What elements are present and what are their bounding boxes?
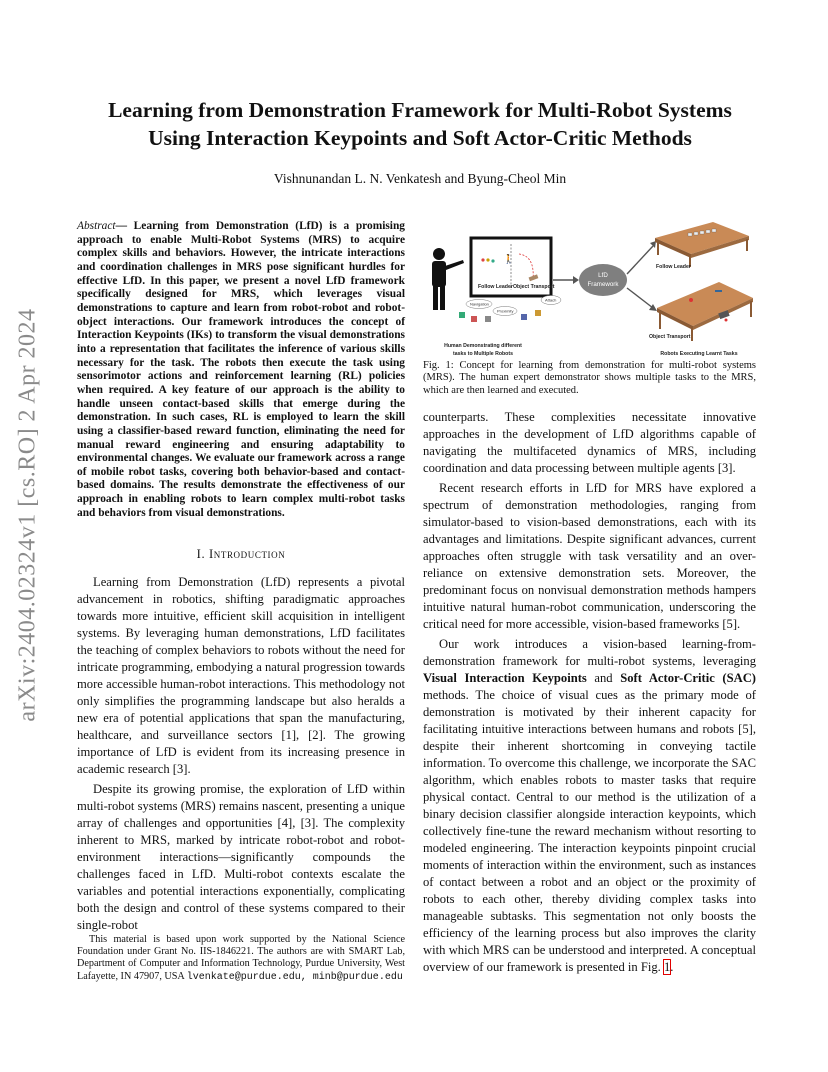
footnote-text: This material is based upon work supported by the National Science Foundation under Grant No. IIS-1846221. The authors are with SMART Lab, Department of Computer and Information Technology, Purdue University, West Lafayette, IN 47907, USA <box>77 934 405 982</box>
intro-paragraph-1: Learning from Demonstration (LfD) represents a pivotal advancement in robotics, shifting paradigmatic approaches towards more intuitive, efficient skill acquisition in intelligent systems. By leveraging human demonstrations, LfD facilitates the teaching of complex behaviors to robots without the need for intricate programming, embodying a natural progression towards more accessible human-robot interactions. This methodology not only simplifies the programming landscape but also heralds a new era of potential applications that span the manufacturing, healthcare, and surveillance sectors [1], [2]. The growing importance of LfD is evident from its increasing presence in academic research [3]. <box>77 575 405 776</box>
lfd-framework-node <box>579 264 627 296</box>
intro-right-paragraph-0: counterparts. These complexities necessitate innovative approaches in the development of LfD algorithms capable of navigating the multifaceted dynamics of MRS, including coordination and data processing between multiple agents [3]. <box>423 410 756 475</box>
p2-text-end: . <box>670 960 674 974</box>
p2-text-c: and <box>586 671 621 685</box>
intro-right-paragraph-1: Recent research efforts in LfD for MRS have explored a spectrum of demonstration methodologies, ranging from simulator-based to vision-based demonstrations, each with its advantages and limitations. Despite significant advances, current approaches often struggle with task versatility and an over-reliance on extensive demonstration sets. Moreover, the predominant focus on nonvisual demonstration methods hampers intuitive natural human-robot communication, underscoring the critical need for more accessible, vision-based frameworks [5]. <box>423 481 756 631</box>
walking-person-icon: 🚶 <box>503 254 515 264</box>
fig-label-follow-leader: Follow Leader <box>478 284 513 290</box>
task-bubbles <box>466 296 561 316</box>
right-column-body <box>423 409 756 976</box>
title-line-1: Learning from Demonstration Framework for Multi-Robot Systems <box>108 98 732 122</box>
fig-label-object-transport-right: Object Transport <box>649 334 691 340</box>
p2-text-a: Our work introduces a vision-based learning-from-demonstration framework for multi-robot systems, leveraging <box>423 637 756 668</box>
fig-label-follow-leader-right: Follow Leader <box>656 264 691 270</box>
figure-1-illustration <box>423 216 756 361</box>
title-line-2: Using Interaction Keypoints and Soft Actor-Critic Methods <box>148 126 692 150</box>
abstract-text: — Learning from Demonstration (LfD) is a promising approach to enable Multi-Robot Systems (MRS) to acquire complex skills and behaviors. However, the intricate interactions and coordination challenges in MRS pose significant hurdles for effective LfD. In this paper, we present a novel LfD framework specifically designed for MRS, which leverages visual demonstrations to capture and learn from robot-robot and robot-object interactions. Our framework introduces the concept of Interaction Keypoints (IKs) to transform the visual demonstrations into a representation that facilitates the inference of various skills necessary for the task. The robots then execute the task using sensorimotor actions and reinforcement learning (RL) policies when required. A key feature of our approach is the ability to handle unseen contact-based skills that emerge during the demonstration. In such cases, RL is employed to learn the skill using a classifier-based reward function, eliminating the need for manual reward engineering and ensuring adaptability to environmental changes. We evaluate our framework across a range of mobile robot tasks, covering both behavior-based and contact-based domains. The results demonstrate the effectiveness of our approach in enabling robots to learn complex multi-robot tasks and behaviors from visual demonstrations. <box>77 220 405 519</box>
fig-caption-right: Robots Executing Learnt Tasks <box>660 351 738 357</box>
fig-label-object-transport: Object Transport <box>513 284 555 290</box>
lfd-node-label-1: LfD <box>598 272 608 279</box>
p2-bold-sac: Soft Actor-Critic (SAC) <box>620 671 756 685</box>
footnote <box>77 934 405 984</box>
abstract <box>77 220 405 520</box>
footnote-emails: lvenkate@purdue.edu, minb@purdue.edu <box>186 971 403 983</box>
object-transport-table <box>657 282 753 341</box>
bubble-navigation: Navigation <box>470 301 489 307</box>
bubble-attach: Attach <box>545 297 557 303</box>
figure-1-caption: Fig. 1: Concept for learning from demonstration for multi-robot systems (MRS). The human expert demonstrator shows multiple tasks to the MRS, which are then learned and executed. <box>423 360 756 396</box>
paper-authors: Vishnunandan L. N. Venkatesh and Byung-Cheol Min <box>273 171 567 186</box>
paper-title <box>70 96 770 152</box>
p2-bold-keypoints: Visual Interaction Keypoints <box>423 671 587 685</box>
section-heading-text: I. Introduction <box>196 547 286 561</box>
section-heading-introduction <box>77 547 405 562</box>
arrow-to-follow-leader <box>627 246 653 274</box>
abstract-label: Abstract <box>77 220 116 232</box>
p2-text-d: methods. The choice of visual cues as the primary mode of demonstration is motivated by their inherent capacity for facilitating intuitive interactions between humans and robots [5], despite their inherent shortcoming in conveying tactile information. To overcome this challenge, we incorporate the SAC algorithm, which enables robots to master tasks that require physical contact. Central to our method is the utilization of a binary decision classifier alongside interaction keypoints, which collectively fine-tune the reward mechanism without resorting to modeled engineering. The interaction keypoints pinpoint crucial moments of interaction within the environment, such as instances of contact between a robot and an object or the proximity of robots to each other, thereby dividing complex tasks into manageable subtasks. This segmentation not only boosts the efficiency of the learning process but also improves the clarity with which MRS can be understood and interpreted. A conceptual overview of our framework is presented in Fig. <box>423 688 756 974</box>
intro-right-paragraph-2 <box>423 636 756 976</box>
left-column-body <box>77 574 405 934</box>
intro-paragraph-2: Despite its growing promise, the exploration of LfD within multi-robot systems (MRS) remains nascent, presenting a unique array of challenges and opportunities [4], [3]. The complexity inherent to MRS, marked by intricate robot-robot and robot-environment interactions—significantly compounds the challenges faced in LfD. Multi-robot contexts escalate the variables and potential interactions exponentially, complicating both the design and control of these systems compared to their single-robot <box>77 782 405 932</box>
lfd-node-label-2: Framework <box>587 281 619 288</box>
arxiv-identifier: arXiv:2404.02324v1 [cs.RO] 2 Apr 2024 <box>14 308 41 722</box>
fig-caption-left-2: tasks to Multiple Robots <box>453 351 513 357</box>
bubble-proximity: Proximity <box>497 308 514 314</box>
figure-reference-link[interactable]: 1 <box>663 960 671 974</box>
arxiv-sidebar-stamp <box>8 290 48 740</box>
human-demonstrator-icon <box>432 248 464 310</box>
arrow-to-object-transport <box>627 288 653 308</box>
fig-caption-left-1: Human Demonstrating different <box>444 343 522 349</box>
follow-leader-table <box>655 222 749 267</box>
figure-1 <box>423 216 756 361</box>
